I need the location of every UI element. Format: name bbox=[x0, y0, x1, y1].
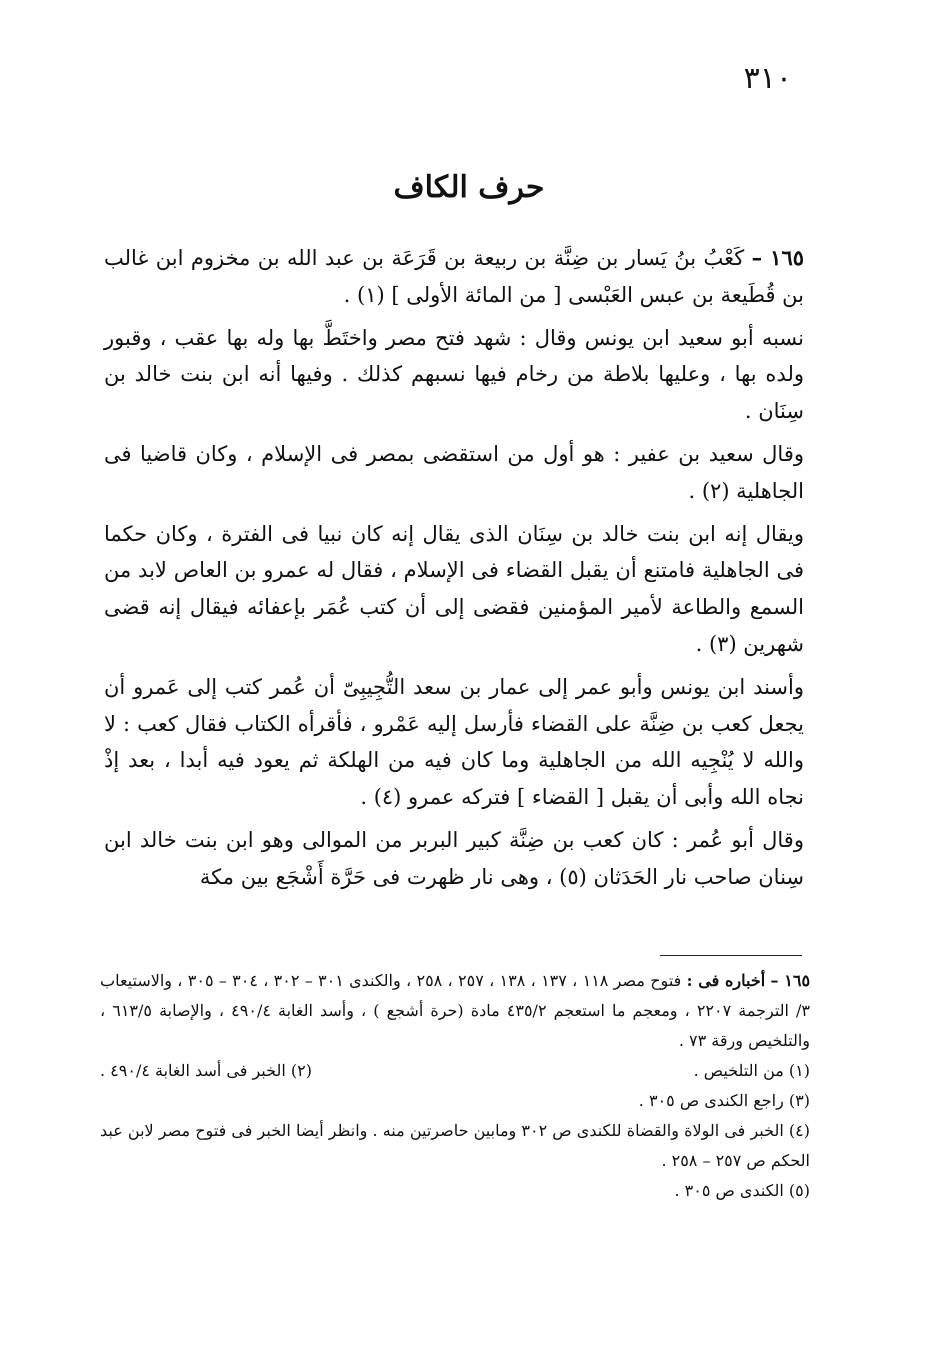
footnote-1: (١) من التلخيص . bbox=[693, 1061, 810, 1080]
footnote-4: (٤) الخبر فى الولاة والقضاة للكندى ص ٣٠٢ ومابين حاصرتين منه . وانظر أيضا الخبر فى فتوح مصر لابن عبد الحكم ص ٢٥٧ – ٢٥٨ . bbox=[100, 1121, 810, 1170]
footnote-5: (٥) الكندى ص ٣٠٥ . bbox=[674, 1181, 810, 1200]
entry-body bbox=[104, 240, 804, 902]
page-number: ٣١٠ bbox=[743, 61, 792, 96]
footnote-sources bbox=[100, 966, 810, 1056]
paragraph: نسبه أبو سعيد ابن يونس وقال : شهد فتح مصر واختَطَّ بها وله بها عقب ، وقبور ولده بها ، وعليها بلاطة من رخام فيها نسبهم كذلك . وفيها أنه ابن بنت خالد بن سِنَان . bbox=[104, 325, 804, 424]
paragraph: وأسند ابن يونس وأبو عمر إلى عمار بن سعد التُّجِيبِىّ أن عُمر كتب إلى عَمرو أن يجعل كعب بن ضِنَّة على القضاء فأرسل إليه عَمْرو ، فأقرأه الكتاب فقال كعب : لا والله لا يُنْجِيه الله من الجاهلية وما كان فيه من الهلكة ثم يعود فيه أبدا ، بعد إذْ نجاه الله وأبى أن يقبل [ القضاء ] فتركه عمرو (٤) . bbox=[104, 674, 804, 810]
footnotes bbox=[100, 966, 810, 1206]
paragraph: ويقال إنه ابن بنت خالد بن سِنَان الذى يقال إنه كان نبيا فى الفترة ، وكان حكما فى الجاهلية فامتنع أن يقبل القضاء فى الإسلام ، فقال له عمرو بن العاص لابد من السمع والطاعة لأمير المؤمنين فقضى إلى أن كتب عُمَر بإعفائه فيقال إنه قضى شهرين (٣) . bbox=[104, 521, 804, 656]
entry-number: ١٦٥ – bbox=[751, 245, 805, 270]
footnote-sources-text: فتوح مصر ١١٨ ، ١٣٧ ، ١٣٨ ، ٢٥٧ ، ٢٥٨ ، والكندى ٣٠١ – ٣٠٢ ، ٣٠٤ – ٣٠٥ ، والاستيعاب ٣/ الترجمة ٢٢٠٧ ، ومعجم ما استعجم ٤٣٥/٢ مادة (حرة أشجع ) ، وأسد الغابة ٤٩٠/٤ ، والإصابة ٦١٣/٥ ، والتلخيص ورقة ٧٣ . bbox=[100, 971, 811, 1050]
paragraph: وقال سعيد بن عفير : هو أول من استقضى بمصر فى الإسلام ، وكان قاضيا فى الجاهلية (٢) . bbox=[104, 441, 804, 503]
footnote-row bbox=[100, 1056, 810, 1086]
entry-title-text: كَعْبُ بنُ يَسار بن ضِنَّة بن ربيعة بن قَرَعَة بن عبد الله بن مخزوم ابن غالب بن قُطَيعة بن عبس العَبْسى [ من المائة الأولى ] (١) . bbox=[104, 246, 804, 307]
footnote-divider bbox=[660, 955, 802, 956]
footnote-3: (٣) راجع الكندى ص ٣٠٥ . bbox=[638, 1091, 810, 1110]
section-heading: حرف الكاف bbox=[393, 170, 545, 205]
footnote-2: (٢) الخبر فى أسد الغابة ٤٩٠/٤ . bbox=[100, 1061, 312, 1080]
footnote-sources-label: أخباره فى : bbox=[686, 971, 766, 990]
entry-title-paragraph bbox=[104, 240, 804, 314]
paragraph: وقال أبو عُمر : كان كعب بن ضِنَّة كبير البربر من الموالى وهو ابن بنت خالد ابن سِنان صاحب نار الحَدَثان (٥) ، وهى نار ظهرت فى حَرَّة أَشْجَع بين مكة bbox=[104, 827, 804, 889]
footnote-entry-number: ١٦٥ – bbox=[770, 971, 811, 990]
